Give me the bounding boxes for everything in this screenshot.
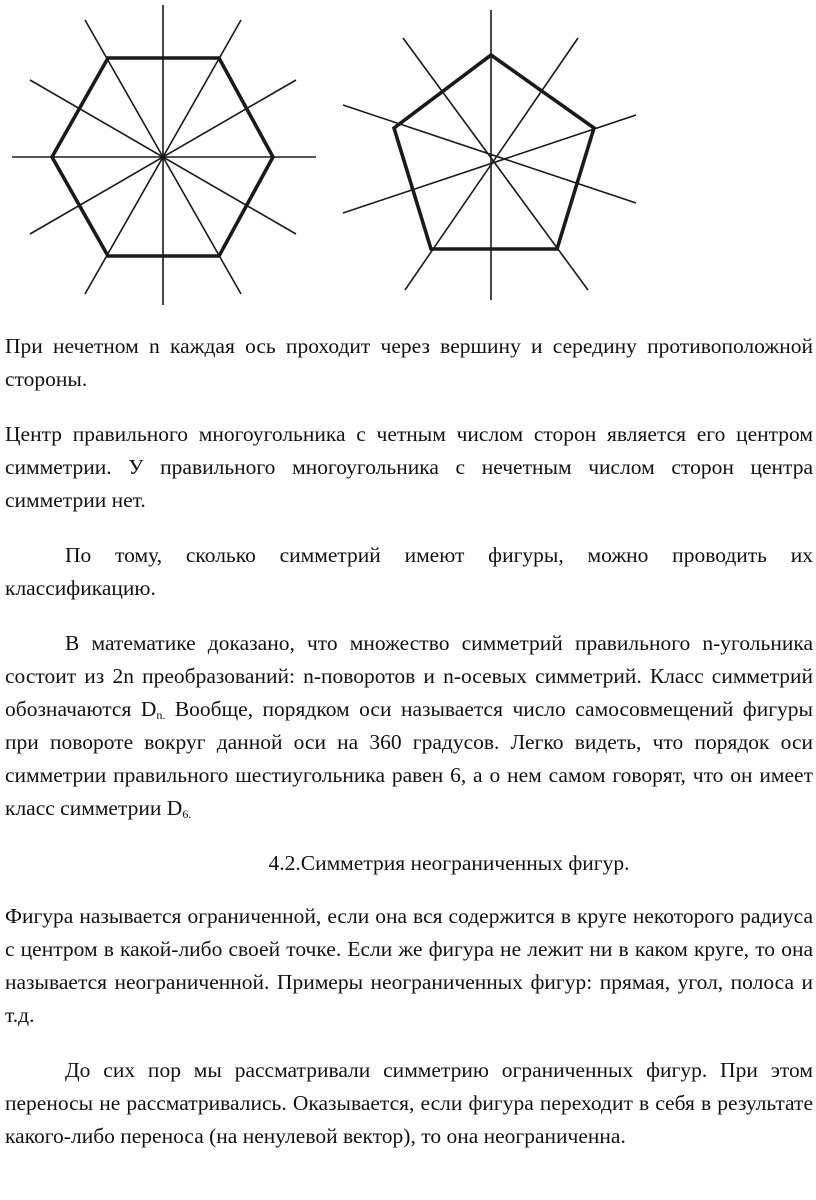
figures-canvas bbox=[0, 0, 816, 310]
paragraph-center-of-symmetry: Центр правильного многоугольника с четным числом сторон является его центром симметрии. У правильного многоугольника с нечетным числом сторон центра симметрии нет. bbox=[5, 422, 813, 512]
paragraph-symmetry-class-part-2: Вообще, порядком оси называется число самосовмещений фигуры при повороте вокруг данной оси на 360 градусов. Легко видеть, что порядок оси симметрии правильного шестиугольника равен 6, а о нем самом говорят, что он имеет класс симметрии D bbox=[5, 697, 813, 820]
pentagon-figure bbox=[343, 10, 636, 300]
pentagon-symmetry-axes bbox=[343, 10, 636, 300]
pentagon-outline bbox=[394, 55, 594, 249]
hexagon-figure bbox=[12, 5, 316, 305]
paragraph-symmetry-class-part-1: В математике доказано, что множество симметрий правильного n-угольника состоит из 2n преобразований: n-поворотов и n-осевых симметрий. Класс симметрий обозначаются D bbox=[5, 631, 813, 721]
paragraph-symmetry-class bbox=[5, 627, 813, 825]
paragraph-odd-n-axes: При нечетном n каждая ось проходит через вершину и середину противоположной стороны. bbox=[5, 334, 813, 391]
document-body bbox=[5, 330, 813, 1175]
paragraph-translations: До сих пор мы рассматривали симметрию ограниченных фигур. При этом переносы не рассматривались. Оказывается, если фигура переходит в себя в результате какого-либо переноса (на ненулевой вектор), то она неограниченна. bbox=[5, 1058, 813, 1148]
pentagon-axis-5 bbox=[343, 105, 636, 203]
subscript-6: 6. bbox=[182, 807, 192, 821]
symmetry-figures bbox=[0, 0, 816, 310]
section-heading: 4.2.Симметрия неограниченных фигур. bbox=[268, 851, 630, 875]
subscript-n: n. bbox=[156, 708, 166, 722]
paragraph-classification: По тому, сколько симметрий имеют фигуры, можно проводить их классификацию. bbox=[5, 543, 813, 600]
paragraph-bounded-figures: Фигура называется ограниченной, если она вся содержится в круге некоторого радиуса с центром в какой-либо своей точке. Если же фигура не лежит ни в каком круге, то она называется неограниченной. Примеры неограниченных фигур: прямая, угол, полоса и т.д. bbox=[5, 904, 813, 1027]
